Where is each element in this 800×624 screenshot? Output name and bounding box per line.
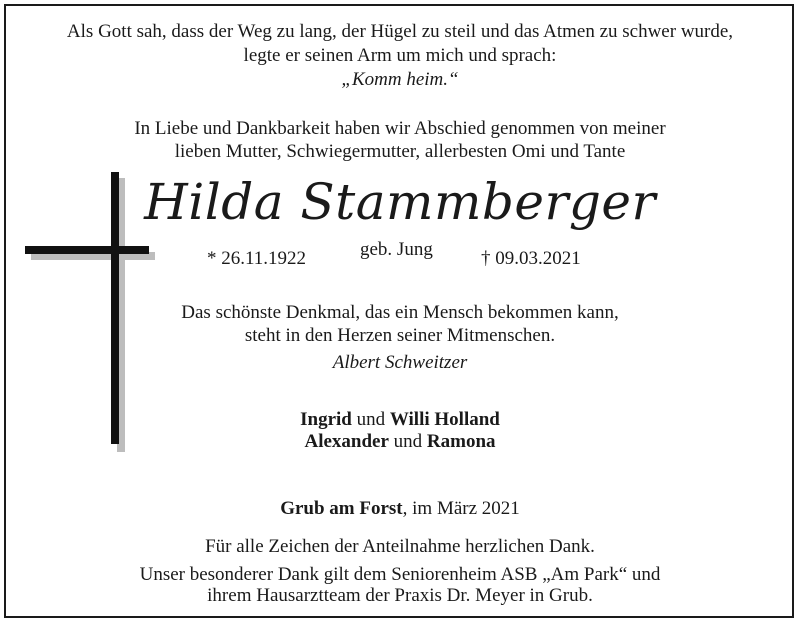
mourner-ramona: Ramona <box>426 431 496 452</box>
mourners-row-1 <box>0 409 800 431</box>
intro-line-1: In Liebe und Dankbarkeit haben wir Abschied genommen von meiner <box>134 118 666 139</box>
mourner-conjunction: und <box>393 431 423 452</box>
mourner-conjunction: und <box>356 409 386 430</box>
epitaph-author: Albert Schweitzer <box>332 352 468 373</box>
place-date-line <box>0 498 800 520</box>
mourners-row-2 <box>0 431 800 453</box>
quote-line-3: „Komm heim.“ <box>341 69 459 90</box>
quote-line-1: Als Gott sah, dass der Weg zu lang, der Hügel zu steil und das Atmen zu schwer wurde, <box>66 21 734 42</box>
mourner-ingrid: Ingrid <box>300 409 352 430</box>
death-date: † 09.03.2021 <box>481 248 581 269</box>
thanks-line-1: Für alle Zeichen der Anteilnahme herzlichen Dank. <box>205 536 595 557</box>
thanks-line-2: Unser besonderer Dank gilt dem Seniorenheim ASB „Am Park“ und <box>139 564 661 585</box>
mourner-alexander: Alexander <box>304 431 389 452</box>
quote-line-2: legte er seinen Arm um mich und sprach: <box>243 45 557 66</box>
intro-line-2: lieben Mutter, Schwiegermutter, allerbesten Omi und Tante <box>174 141 626 162</box>
epitaph-line-2: steht in den Herzen seiner Mitmenschen. <box>244 325 556 346</box>
place: Grub am Forst <box>280 498 403 519</box>
epitaph-line-1: Das schönste Denkmal, das ein Mensch bekommen kann, <box>181 302 619 323</box>
date: , im März 2021 <box>402 498 520 519</box>
deceased-name: Hilda Stammberger <box>144 173 656 231</box>
mourner-willi-holland: Willi Holland <box>389 409 500 430</box>
maiden-name: geb. Jung <box>360 239 433 260</box>
birth-date: * 26.11.1922 <box>207 248 307 269</box>
thanks-line-3: ihrem Hausarztteam der Praxis Dr. Meyer in Grub. <box>207 585 593 606</box>
